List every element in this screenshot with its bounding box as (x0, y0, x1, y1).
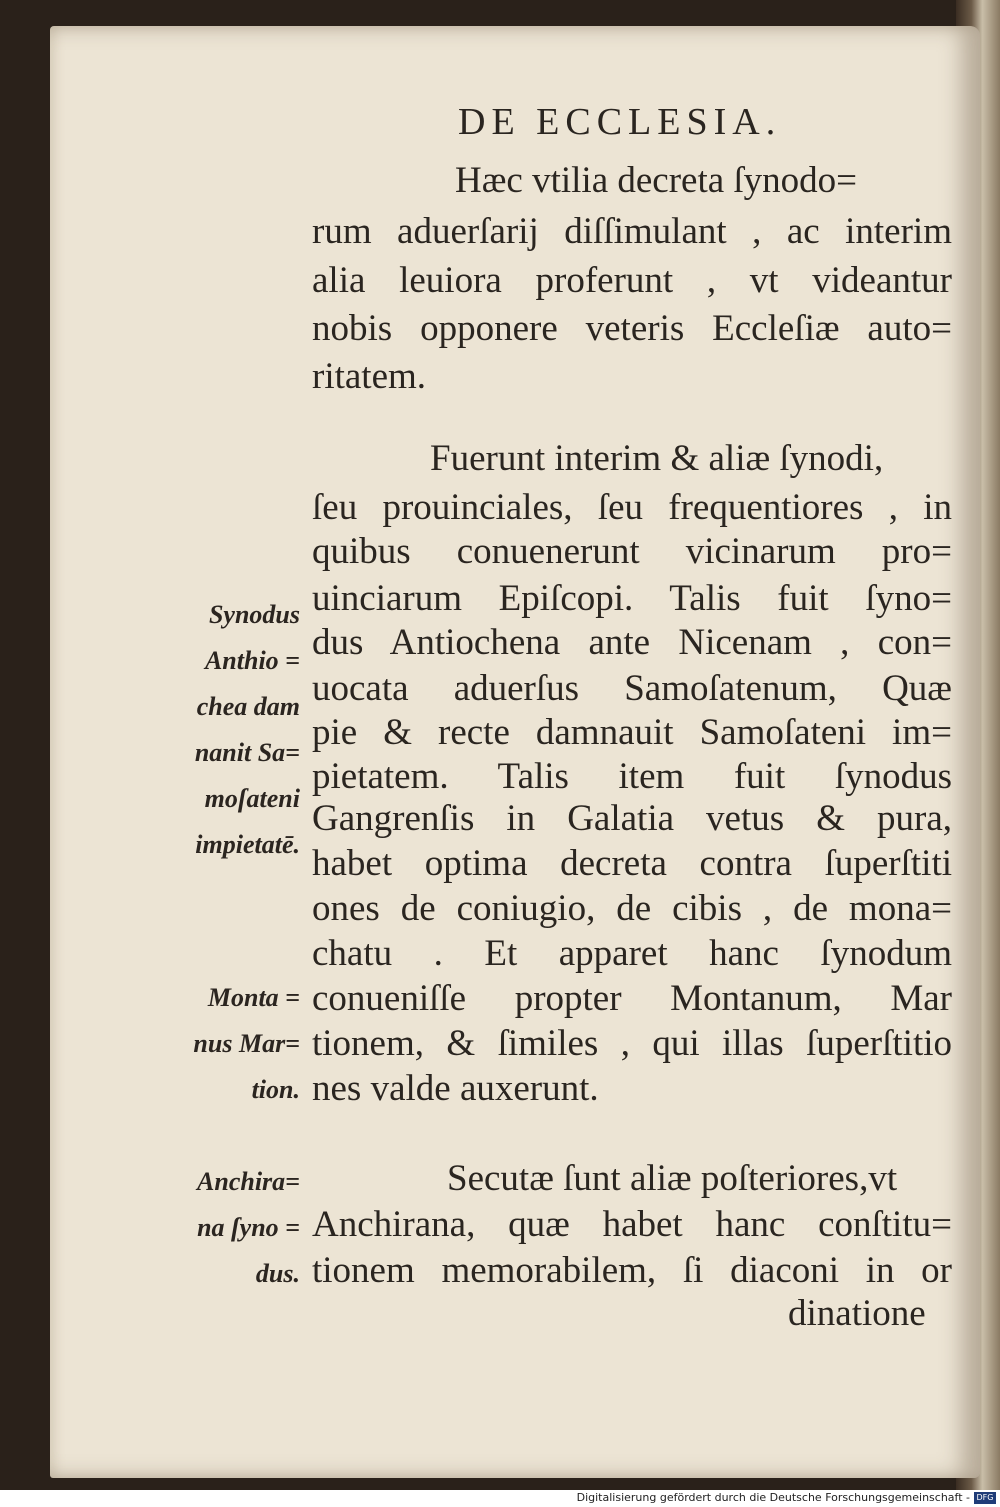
text-line: pietatem. Talis item fuit ſynodus (312, 756, 952, 797)
text-line: nes valde auxerunt. (312, 1068, 599, 1109)
dfg-logo-icon: DFG (974, 1492, 996, 1504)
text-line: quibus conuenerunt vicinarum pro= (312, 531, 952, 572)
text-line: habet optima decreta contra ſuperſtiti (312, 843, 952, 884)
text-line: nobis opponere veteris Eccleſiæ auto= (312, 308, 952, 349)
funding-credit: Digitalisierung gefördert durch die Deutsche Forschungsgemeinschaft - (576, 1491, 970, 1504)
text-line: tionem memorabilem, ſi diaconi in or (312, 1250, 952, 1291)
margin-note-line: tion. (251, 1075, 300, 1104)
margin-note-line: dus. (255, 1259, 300, 1288)
margin-note-line: impietatē. (195, 830, 300, 859)
margin-note-line: Anchira= (197, 1167, 300, 1196)
catchword: dinatione (788, 1293, 926, 1334)
margin-note-line: nanit Sa= (194, 738, 300, 767)
margin-note-line: chea dam (196, 692, 300, 721)
text-line: chatu . Et apparet hanc ſynodum (312, 933, 952, 974)
text-line: Secutæ ſunt aliæ poſteriores,vt (447, 1158, 898, 1199)
margin-note-line: nus Mar= (193, 1029, 300, 1058)
text-line: pie & recte damnauit Samoſateni im= (312, 712, 952, 753)
text-line: uocata aduerſus Samoſatenum, Quæ (312, 668, 952, 709)
text-line: Anchirana, quæ habet hanc conſtitu= (312, 1204, 952, 1245)
text-line: conueniſſe propter Montanum, Mar (312, 978, 952, 1019)
text-line: dus Antiochena ante Nicenam , con= (312, 622, 952, 663)
margin-note-line: Anthio = (204, 646, 300, 675)
text-line: uinciarum Epiſcopi. Talis fuit ſyno= (312, 578, 952, 619)
text-line: Hæc vtilia decreta ſynodo= (455, 160, 858, 201)
margin-note-line: na ſyno = (197, 1213, 300, 1242)
text-line: rum aduerſarij diſſimulant , ac interim (312, 211, 952, 252)
text-line: ſeu prouinciales, ſeu frequentiores , in (312, 487, 952, 528)
text-line: ritatem. (312, 356, 427, 397)
margin-note-line: Synodus (208, 600, 300, 629)
text-line: Fuerunt interim & aliæ ſynodi, (430, 438, 884, 479)
text-line: tionem, & ſimiles , qui illas ſuperſtitio (312, 1023, 952, 1064)
margin-note-line: Monta = (207, 983, 300, 1012)
text-line: alia leuiora proferunt , vt videantur (312, 260, 952, 301)
running-head: DE ECCLESIA. (458, 101, 782, 143)
text-line: ones de coniugio, de cibis , de mona= (312, 888, 952, 929)
margin-note-line: moſateni (204, 784, 300, 813)
text-line: Gangrenſis in Galatia vetus & pura, (312, 798, 952, 839)
